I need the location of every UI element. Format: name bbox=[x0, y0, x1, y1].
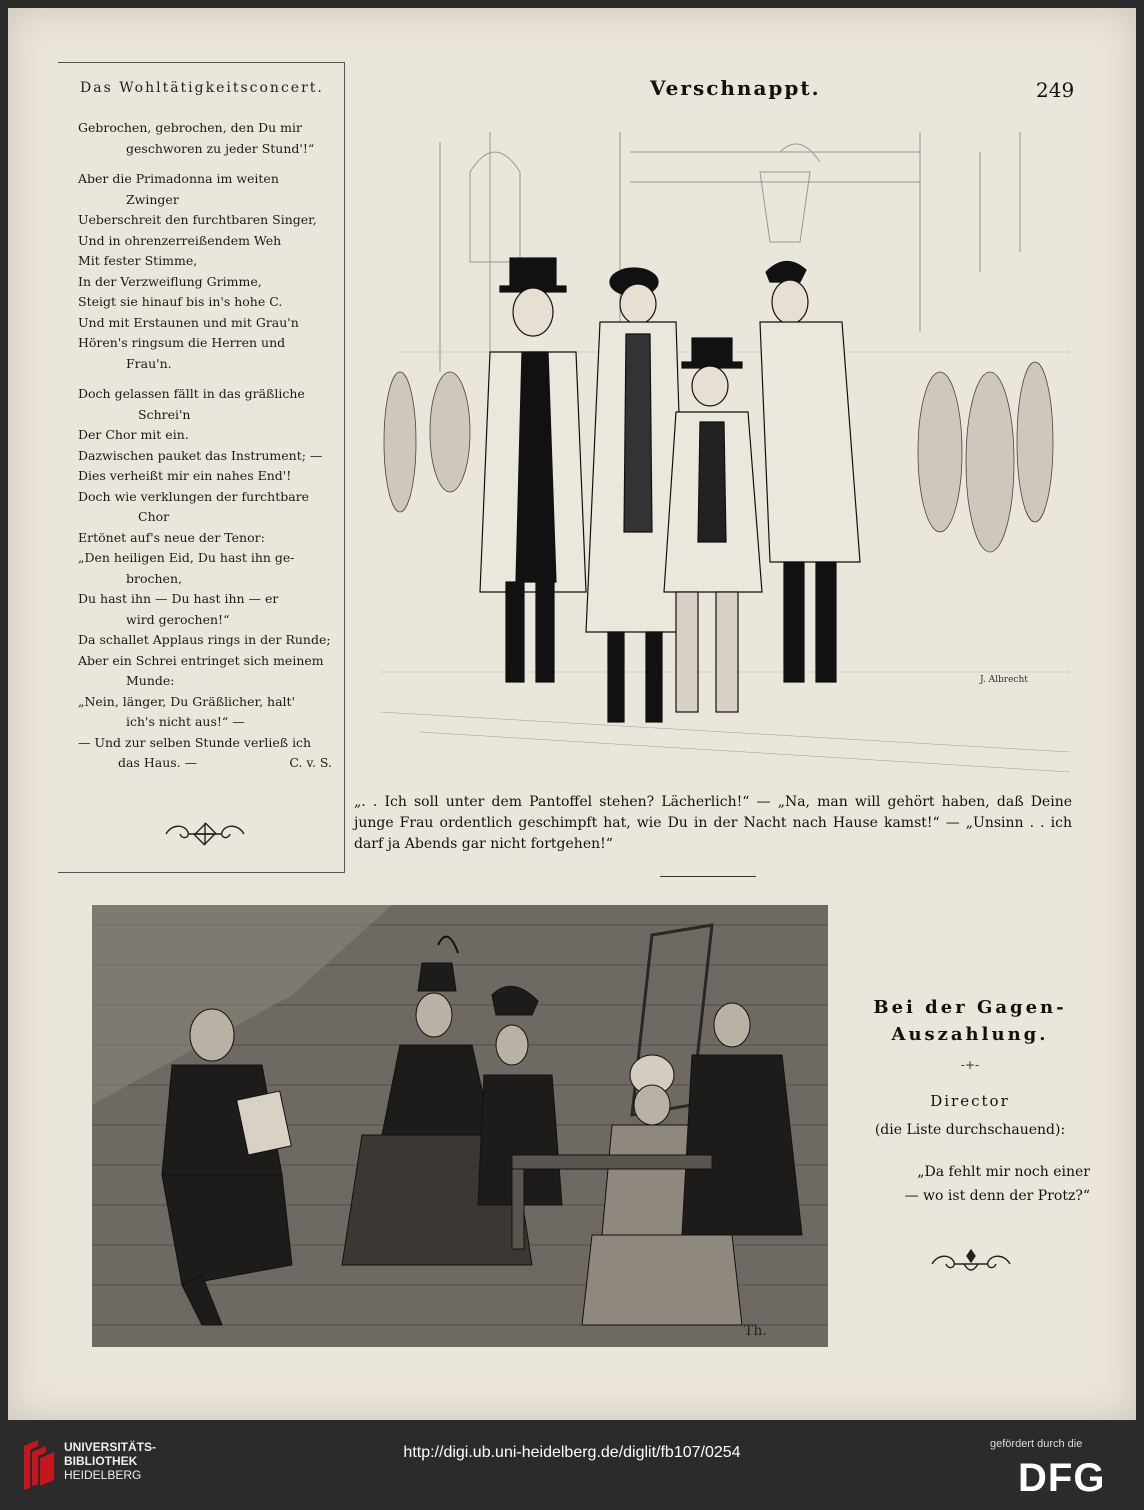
illustration2-artist-signature: Th. bbox=[744, 1323, 767, 1339]
footer-bar bbox=[0, 1420, 1144, 1510]
library-line1: UNIVERSITÄTS- bbox=[64, 1440, 157, 1454]
page-title: Verschnappt. bbox=[650, 76, 821, 100]
poem-signature: C. v. S. bbox=[289, 755, 332, 770]
side-quote-line1: „Da fehlt mir noch einer bbox=[917, 1164, 1090, 1180]
illustration-wage-payment-scene bbox=[92, 905, 828, 1347]
side-quote bbox=[850, 1160, 1090, 1208]
poem-line: Du hast ihn — Du hast ihn — er bbox=[78, 591, 279, 606]
dfg-logo: DFG bbox=[1018, 1456, 1106, 1500]
stage-direction: (die Liste durchschauend): bbox=[874, 1122, 1066, 1138]
poem-line: Und in ohrenzerreißendem Weh bbox=[78, 232, 282, 248]
poem-line: Schrei'n bbox=[138, 406, 191, 422]
poem-line: Und mit Erstaunen und mit Grau'n bbox=[78, 314, 299, 330]
poem-line: ich's nicht aus!“ — bbox=[126, 714, 245, 729]
illustration-gentlemen-in-square bbox=[380, 112, 1070, 782]
poem-line: Hören's ringsum die Herren und bbox=[78, 335, 286, 350]
poem-text bbox=[78, 118, 332, 774]
side-small-ornament: -+- bbox=[960, 1058, 980, 1072]
poem-line: „Den heiligen Eid, Du hast ihn ge- bbox=[78, 550, 295, 565]
cartoon-caption: „. . Ich soll unter dem Pantoffel stehen? Lächerlich!“ — „Na, man will gehört haben, daß Deine junge Frau ordentlich geschimpft hat, wie Du in der Nacht nach Hause kamst!“ — „Unsinn . . ich darf ja Abends gar nicht fortgehen!“ bbox=[354, 794, 1072, 852]
poem-line: Chor bbox=[138, 509, 170, 524]
footer-url-link[interactable]: http://digi.ub.uni-heidelberg.de/diglit/fb107/0254 bbox=[403, 1444, 741, 1461]
side-title-line2: Auszahlung. bbox=[891, 1024, 1049, 1045]
funded-by-label: gefördert durch die bbox=[990, 1438, 1083, 1450]
poem-last-line bbox=[78, 753, 332, 774]
poem-line: das Haus. — bbox=[118, 755, 198, 770]
poem-line: Munde: bbox=[126, 673, 175, 688]
poem-line: „Nein, länger, Du Gräßlicher, halt' bbox=[78, 693, 296, 709]
poem-line: Dies verheißt mir ein nahes End'! bbox=[78, 468, 292, 483]
ornament-flourish-icon bbox=[162, 820, 248, 848]
poem-line: — Und zur selben Stunde verließ ich bbox=[78, 734, 312, 750]
page-number: 249 bbox=[1036, 78, 1075, 102]
poem-stanza bbox=[78, 384, 332, 774]
library-line3: HEIDELBERG bbox=[64, 1468, 142, 1482]
poem-line: Aber ein Schrei entringet sich meinem bbox=[78, 652, 324, 668]
poem-line: Doch wie verklungen der furchtbare bbox=[78, 488, 310, 504]
poem-line: Dazwischen pauket das Instrument; — bbox=[78, 447, 323, 463]
poem-line: wird gerochen!“ bbox=[126, 611, 230, 627]
poem-line: Ueberschreit den furchtbaren Singer, bbox=[78, 212, 317, 227]
poem-line: Doch gelassen fällt in das gräßliche bbox=[78, 386, 305, 401]
poem-stanza bbox=[78, 169, 332, 374]
poem-line: Ertönet auf's neue der Tenor: bbox=[78, 529, 265, 545]
poem-line: Da schallet Applaus rings in der Runde; bbox=[78, 632, 331, 647]
poem-line: Gebrochen, gebrochen, den Du mir bbox=[78, 120, 302, 135]
section-divider bbox=[660, 876, 756, 877]
illustration1-artist-signature: J. Albrecht bbox=[980, 675, 1028, 685]
poem-line: Zwinger bbox=[126, 191, 179, 207]
poem-line: Mit fester Stimme, bbox=[78, 253, 198, 268]
poem-line: Aber die Primadonna im weiten bbox=[78, 171, 279, 186]
side-quote-line2: — wo ist denn der Protz?“ bbox=[904, 1188, 1090, 1204]
poem-line: Frau'n. bbox=[126, 355, 172, 371]
poem-line: In der Verzweiflung Grimme, bbox=[78, 273, 262, 289]
side-title-line1: Bei der Gagen- bbox=[873, 997, 1067, 1018]
poem-line: Der Chor mit ein. bbox=[78, 427, 189, 442]
running-title-left: Das Wohltätigkeitsconcert. bbox=[80, 80, 324, 96]
poem-line: Steigt sie hinauf bis in's hohe C. bbox=[78, 294, 283, 309]
poem-line: geschworen zu jeder Stund'!“ bbox=[126, 140, 315, 156]
side-section-title bbox=[850, 994, 1090, 1048]
poem-line: brochen, bbox=[126, 570, 182, 586]
speaker-name: Director bbox=[930, 1092, 1010, 1110]
ornament-flourish-icon bbox=[928, 1248, 1014, 1276]
library-line2: BIBLIOTHEK bbox=[64, 1454, 138, 1468]
